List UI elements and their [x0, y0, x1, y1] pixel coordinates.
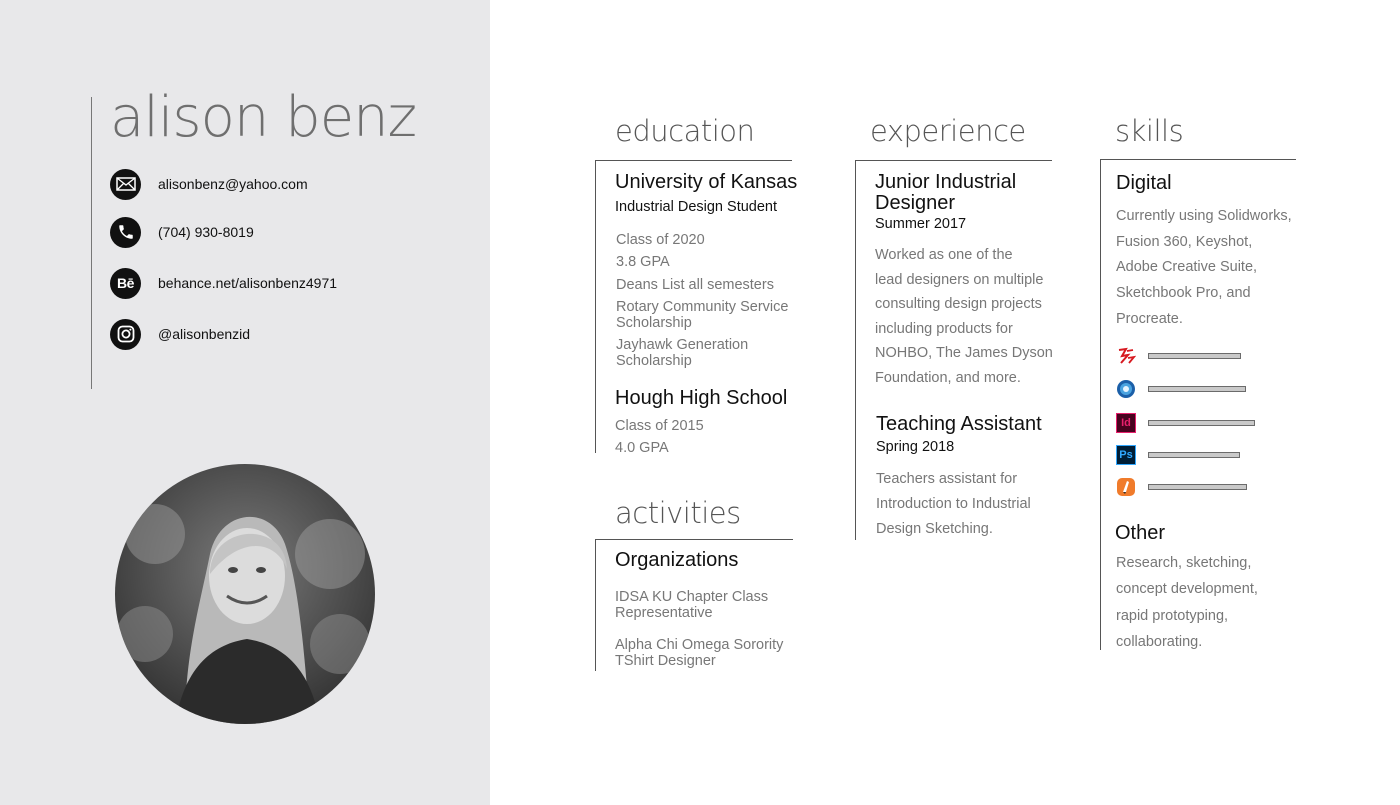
education-detail: 4.0 GPA — [615, 440, 669, 456]
award-line: Scholarship — [616, 353, 692, 369]
job-description: Design Sketching. — [876, 521, 993, 537]
contact-email[interactable] — [110, 168, 308, 200]
education-detail: Class of 2020 — [616, 232, 705, 248]
activity-line: TShirt Designer — [615, 653, 716, 669]
award-line: Scholarship — [616, 315, 692, 331]
behance-text: behance.net/alisonbenz4971 — [158, 275, 338, 291]
digital-description: Adobe Creative Suite, — [1116, 259, 1258, 275]
award-line: Rotary Community Service — [616, 299, 789, 315]
digital-description: Fusion 360, Keyshot, — [1116, 234, 1253, 250]
contact-instagram[interactable] — [110, 318, 250, 350]
education-detail: Deans List all semesters — [616, 277, 774, 293]
job-title: Teaching Assistant — [876, 413, 1042, 435]
job-description: consulting design projects — [875, 296, 1042, 312]
photoshop-label: Ps — [1119, 449, 1133, 461]
experience-title: experience — [870, 114, 1026, 148]
digital-description: Currently using Solidworks, — [1116, 208, 1292, 224]
profile-name: alison benz — [110, 85, 417, 150]
instagram-icon — [110, 319, 141, 350]
job-description: Foundation, and more. — [875, 370, 1021, 386]
skill-level-bar — [1148, 353, 1241, 359]
education-detail: 3.8 GPA — [616, 254, 670, 270]
profile-photo — [115, 464, 375, 724]
other-description: Research, sketching, — [1116, 555, 1252, 571]
job-description: Introduction to Industrial — [876, 496, 1031, 512]
procreate-icon — [1116, 477, 1136, 497]
email-icon — [110, 169, 141, 200]
job-title: Junior Industrial — [875, 171, 1017, 193]
activity-line: IDSA KU Chapter Class — [615, 589, 769, 605]
school-name: University of Kansas — [615, 171, 798, 193]
skill-level-bar — [1148, 484, 1247, 490]
job-description: Worked as one of the — [875, 247, 1013, 263]
activity-line: Alpha Chi Omega Sorority — [615, 637, 784, 653]
other-description: collaborating. — [1116, 634, 1203, 650]
activities-heading: Organizations — [615, 549, 739, 571]
job-description: NOHBO, The James Dyson — [875, 345, 1053, 361]
skill-level-bar — [1148, 386, 1246, 392]
skills-title: skills — [1115, 114, 1184, 148]
job-description: Teachers assistant for — [876, 471, 1018, 487]
indesign-label: Id — [1121, 417, 1131, 429]
contact-phone[interactable] — [110, 216, 254, 248]
school-role: Industrial Design Student — [615, 199, 778, 215]
digital-description: Sketchbook Pro, and — [1116, 285, 1251, 301]
activity-line: Representative — [615, 605, 713, 621]
profile-sidebar — [0, 0, 490, 805]
job-title: Designer — [875, 192, 956, 214]
photoshop-icon — [1116, 445, 1136, 465]
other-heading: Other — [1115, 522, 1166, 544]
job-date: Spring 2018 — [876, 439, 955, 455]
other-description: concept development, — [1116, 581, 1258, 597]
job-date: Summer 2017 — [875, 216, 967, 232]
job-description: including products for — [875, 321, 1013, 337]
solidworks-icon — [1116, 346, 1136, 366]
other-description: rapid prototyping, — [1116, 608, 1229, 624]
job-description: lead designers on multiple — [875, 272, 1044, 288]
digital-description: Procreate. — [1116, 311, 1183, 327]
behance-icon: Bē — [110, 268, 141, 299]
activities-title: activities — [615, 496, 741, 530]
email-text: alisonbenz@yahoo.com — [158, 176, 308, 192]
skill-level-bar — [1148, 452, 1240, 458]
education-detail: Class of 2015 — [615, 418, 704, 434]
phone-text: (704) 930-8019 — [158, 224, 254, 240]
sidebar-divider — [91, 97, 92, 389]
digital-heading: Digital — [1116, 172, 1172, 194]
skill-level-bar — [1148, 420, 1255, 426]
education-title: education — [615, 114, 755, 148]
instagram-text: @alisonbenzid — [158, 326, 251, 342]
keyshot-icon — [1116, 379, 1136, 399]
school-name: Hough High School — [615, 387, 788, 409]
indesign-icon — [1116, 413, 1136, 433]
phone-icon — [110, 217, 141, 248]
contact-behance[interactable] — [110, 267, 337, 299]
award-line: Jayhawk Generation — [616, 337, 749, 353]
